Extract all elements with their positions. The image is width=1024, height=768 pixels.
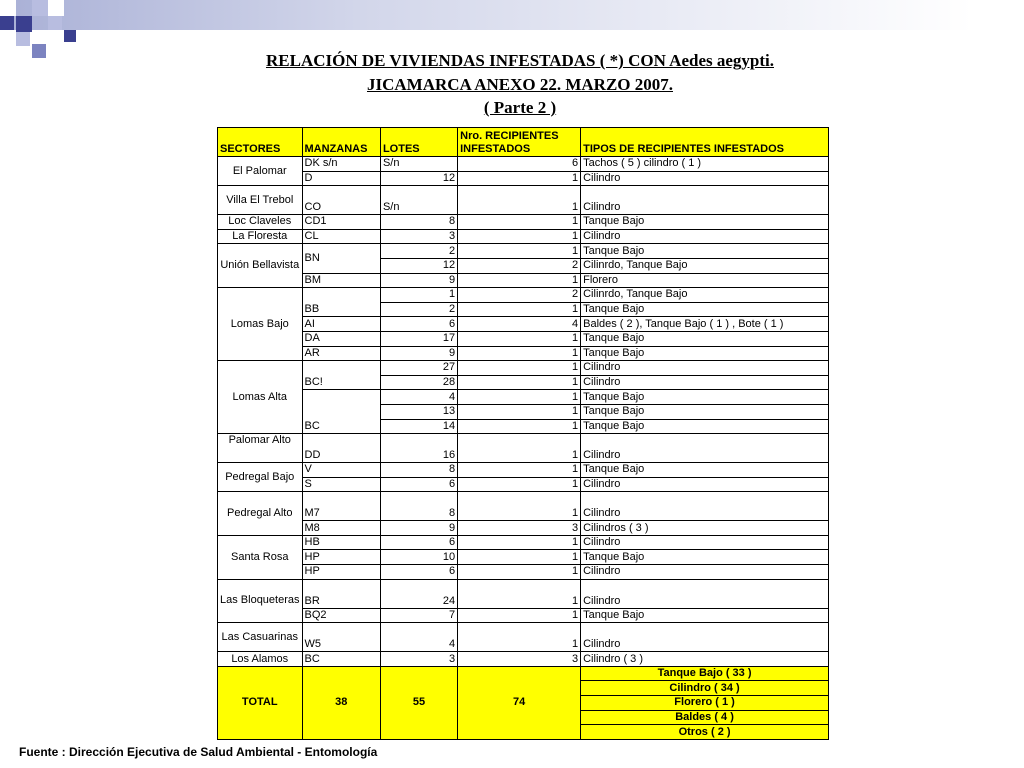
lote-cell: 4 xyxy=(380,623,457,652)
tipo-cell: Cilindro xyxy=(581,579,829,608)
sector-cell: Pedregal Alto xyxy=(218,492,303,536)
nro-cell: 1 xyxy=(458,346,581,361)
manzana-cell: W5 xyxy=(302,623,380,652)
decorative-square xyxy=(64,30,76,42)
table-row xyxy=(218,535,829,550)
table-row xyxy=(218,565,829,580)
header-recipientes-line1: Nro. RECIPIENTES xyxy=(460,130,559,142)
sector-cell: Pedregal Bajo xyxy=(218,463,303,492)
table-row xyxy=(218,171,829,186)
page-title-line1: RELACIÓN DE VIVIENDAS INFESTADAS ( *) CON Aedes aegypti. xyxy=(265,51,774,70)
tipo-cell: Tanque Bajo xyxy=(581,215,829,230)
manzana-cell: CL xyxy=(302,229,380,244)
header-recipientes xyxy=(458,128,581,157)
total-label: TOTAL xyxy=(218,666,303,739)
nro-cell: 1 xyxy=(458,608,581,623)
header-sectores: SECTORES xyxy=(218,128,303,157)
lote-cell: 12 xyxy=(380,258,457,273)
total-tipo-item: Cilindro ( 34 ) xyxy=(581,681,829,696)
manzana-cell: HP xyxy=(302,550,380,565)
lote-cell: 2 xyxy=(380,244,457,259)
tipo-cell: Tanque Bajo xyxy=(581,346,829,361)
nro-cell: 1 xyxy=(458,404,581,419)
lote-cell: 9 xyxy=(380,521,457,536)
lote-cell: S/n xyxy=(380,157,457,172)
table-row xyxy=(218,229,829,244)
manzana-cell: CD1 xyxy=(302,215,380,230)
lote-cell: 7 xyxy=(380,608,457,623)
lote-cell: 8 xyxy=(380,492,457,521)
tipo-cell: Cilindros ( 3 ) xyxy=(581,521,829,536)
sector-cell: Las Bloqueteras xyxy=(218,579,303,623)
sector-cell: Loc Claveles xyxy=(218,215,303,230)
tipo-cell: Cilindro xyxy=(581,171,829,186)
nro-cell: 1 xyxy=(458,492,581,521)
manzana-cell: BQ2 xyxy=(302,608,380,623)
lote-cell: 28 xyxy=(380,375,457,390)
nro-cell: 1 xyxy=(458,361,581,376)
lote-cell: 2 xyxy=(380,302,457,317)
manzana-cell: HB xyxy=(302,535,380,550)
tipo-cell: Cilindro xyxy=(581,477,829,492)
nro-cell: 2 xyxy=(458,288,581,303)
tipo-cell: Tanque Bajo xyxy=(581,331,829,346)
manzana-cell: AI xyxy=(302,317,380,332)
tipo-cell: Tanque Bajo xyxy=(581,404,829,419)
manzana-cell: HP xyxy=(302,565,380,580)
nro-cell: 1 xyxy=(458,215,581,230)
lote-cell: 9 xyxy=(380,346,457,361)
table-row xyxy=(218,652,829,667)
manzana-cell: DA xyxy=(302,331,380,346)
table-row xyxy=(218,361,829,376)
page-title-line3 xyxy=(120,97,920,119)
manzana-cell: BB xyxy=(302,288,380,317)
tipo-cell: Tanque Bajo xyxy=(581,550,829,565)
manzana-cell: S xyxy=(302,477,380,492)
manzana-cell: V xyxy=(302,463,380,478)
manzana-cell: DD xyxy=(302,434,380,463)
nro-cell: 1 xyxy=(458,302,581,317)
nro-cell: 1 xyxy=(458,375,581,390)
tipo-cell: Tachos ( 5 ) cilindro ( 1 ) xyxy=(581,157,829,172)
nro-cell: 1 xyxy=(458,535,581,550)
total-row xyxy=(218,666,829,681)
source-footer: Fuente : Dirección Ejecutiva de Salud Ambiental - Entomología xyxy=(19,745,378,759)
decorative-square xyxy=(48,16,62,30)
manzana-cell: BC! xyxy=(302,361,380,390)
decorative-square xyxy=(0,0,16,16)
manzana-cell: M8 xyxy=(302,521,380,536)
table-row xyxy=(218,608,829,623)
manzana-cell: BR xyxy=(302,579,380,608)
sector-cell: Las Casuarinas xyxy=(218,623,303,652)
sector-cell: Unión Bellavista xyxy=(218,244,303,288)
nro-cell: 1 xyxy=(458,390,581,405)
total-recipientes: 74 xyxy=(458,666,581,739)
nro-cell: 1 xyxy=(458,244,581,259)
nro-cell: 1 xyxy=(458,550,581,565)
table-row xyxy=(218,579,829,608)
table-row xyxy=(218,434,829,463)
lote-cell: 3 xyxy=(380,652,457,667)
header-lotes: LOTES xyxy=(380,128,457,157)
tipo-cell: Cilinrdo, Tanque Bajo xyxy=(581,258,829,273)
lote-cell: 16 xyxy=(380,434,457,463)
table-row xyxy=(218,157,829,172)
nro-cell: 1 xyxy=(458,273,581,288)
lote-cell: S/n xyxy=(380,186,457,215)
manzana-cell: D xyxy=(302,171,380,186)
table-row xyxy=(218,463,829,478)
manzana-cell: BN xyxy=(302,244,380,273)
manzana-cell: M7 xyxy=(302,492,380,521)
tipo-cell: Cilindro ( 3 ) xyxy=(581,652,829,667)
manzana-cell: BC xyxy=(302,652,380,667)
tipo-cell: Tanque Bajo xyxy=(581,463,829,478)
manzana-cell: BC xyxy=(302,390,380,434)
decorative-square xyxy=(48,0,64,16)
tipo-cell: Baldes ( 2 ), Tanque Bajo ( 1 ) , Bote ( 1 ) xyxy=(581,317,829,332)
table-row xyxy=(218,477,829,492)
lote-cell: 13 xyxy=(380,404,457,419)
sector-cell: Lomas Bajo xyxy=(218,288,303,361)
total-tipo-item: Baldes ( 4 ) xyxy=(581,710,829,725)
lote-cell: 1 xyxy=(380,288,457,303)
page-subtitle: ( Parte 2 ) xyxy=(483,98,557,117)
table-row xyxy=(218,244,829,259)
nro-cell: 1 xyxy=(458,229,581,244)
lote-cell: 6 xyxy=(380,535,457,550)
decorative-square xyxy=(32,44,46,58)
nro-cell: 2 xyxy=(458,258,581,273)
tipo-cell: Cilindro xyxy=(581,361,829,376)
nro-cell: 3 xyxy=(458,521,581,536)
tipo-cell: Cilindro xyxy=(581,565,829,580)
manzana-cell: CO xyxy=(302,186,380,215)
total-lotes: 55 xyxy=(380,666,457,739)
sector-cell: Los Alamos xyxy=(218,652,303,667)
lote-cell: 14 xyxy=(380,419,457,434)
tipo-cell: Cilindro xyxy=(581,434,829,463)
sector-cell: Santa Rosa xyxy=(218,535,303,579)
sector-cell: El Palomar xyxy=(218,157,303,186)
tipo-cell: Tanque Bajo xyxy=(581,244,829,259)
nro-cell: 1 xyxy=(458,477,581,492)
tipo-cell: Tanque Bajo xyxy=(581,390,829,405)
total-manzanas: 38 xyxy=(302,666,380,739)
nro-cell: 1 xyxy=(458,331,581,346)
tipo-cell: Tanque Bajo xyxy=(581,302,829,317)
lote-cell: 8 xyxy=(380,215,457,230)
table-header-row xyxy=(218,128,829,157)
table-row xyxy=(218,317,829,332)
lote-cell: 6 xyxy=(380,565,457,580)
sector-cell: Villa El Trebol xyxy=(218,186,303,215)
table-row xyxy=(218,186,829,215)
table-row xyxy=(218,492,829,521)
sector-cell: Palomar Alto xyxy=(218,434,303,463)
table-row xyxy=(218,521,829,536)
nro-cell: 1 xyxy=(458,463,581,478)
tipo-cell: Cilindro xyxy=(581,229,829,244)
table-row xyxy=(218,346,829,361)
header-manzanas: MANZANAS xyxy=(302,128,380,157)
nro-cell: 4 xyxy=(458,317,581,332)
decorative-square xyxy=(32,0,48,16)
tipo-cell: Tanque Bajo xyxy=(581,608,829,623)
lote-cell: 6 xyxy=(380,317,457,332)
header-recipientes-line2: INFESTADOS xyxy=(460,143,531,155)
tipo-cell: Cilindro xyxy=(581,535,829,550)
header-tipos: TIPOS DE RECIPIENTES INFESTADOS xyxy=(581,128,829,157)
tipo-cell: Cilinrdo, Tanque Bajo xyxy=(581,288,829,303)
lote-cell: 10 xyxy=(380,550,457,565)
lote-cell: 8 xyxy=(380,463,457,478)
total-tipo-item: Otros ( 2 ) xyxy=(581,725,829,740)
lote-cell: 9 xyxy=(380,273,457,288)
nro-cell: 6 xyxy=(458,157,581,172)
lote-cell: 24 xyxy=(380,579,457,608)
lote-cell: 4 xyxy=(380,390,457,405)
tipo-cell: Cilindro xyxy=(581,623,829,652)
nro-cell: 1 xyxy=(458,186,581,215)
table-row xyxy=(218,390,829,405)
nro-cell: 1 xyxy=(458,171,581,186)
tipo-cell: Florero xyxy=(581,273,829,288)
table-row xyxy=(218,215,829,230)
lote-cell: 6 xyxy=(380,477,457,492)
tipo-cell: Cilindro xyxy=(581,186,829,215)
nro-cell: 1 xyxy=(458,419,581,434)
lote-cell: 12 xyxy=(380,171,457,186)
sector-cell: Lomas Alta xyxy=(218,361,303,434)
table-row xyxy=(218,550,829,565)
tipo-cell: Cilindro xyxy=(581,492,829,521)
nro-cell: 1 xyxy=(458,623,581,652)
tipo-cell: Cilindro xyxy=(581,375,829,390)
nro-cell: 1 xyxy=(458,434,581,463)
decorative-square xyxy=(0,16,14,30)
total-tipo-item: Tanque Bajo ( 33 ) xyxy=(581,666,829,681)
decorative-top-bar xyxy=(0,0,1024,30)
table-row xyxy=(218,331,829,346)
nro-cell: 1 xyxy=(458,565,581,580)
decorative-square xyxy=(16,32,30,46)
table-row xyxy=(218,288,829,303)
decorative-square xyxy=(16,16,32,32)
lote-cell: 3 xyxy=(380,229,457,244)
lote-cell: 27 xyxy=(380,361,457,376)
sector-cell: La Floresta xyxy=(218,229,303,244)
nro-cell: 3 xyxy=(458,652,581,667)
page-title-line2: JICAMARCA ANEXO 22. MARZO 2007. xyxy=(367,75,673,94)
infested-houses-table xyxy=(217,127,829,740)
table-row xyxy=(218,273,829,288)
nro-cell: 1 xyxy=(458,579,581,608)
manzana-cell: AR xyxy=(302,346,380,361)
manzana-cell: DK s/n xyxy=(302,157,380,172)
table-row xyxy=(218,623,829,652)
total-tipo-item: Florero ( 1 ) xyxy=(581,696,829,711)
lote-cell: 17 xyxy=(380,331,457,346)
tipo-cell: Tanque Bajo xyxy=(581,419,829,434)
manzana-cell: BM xyxy=(302,273,380,288)
